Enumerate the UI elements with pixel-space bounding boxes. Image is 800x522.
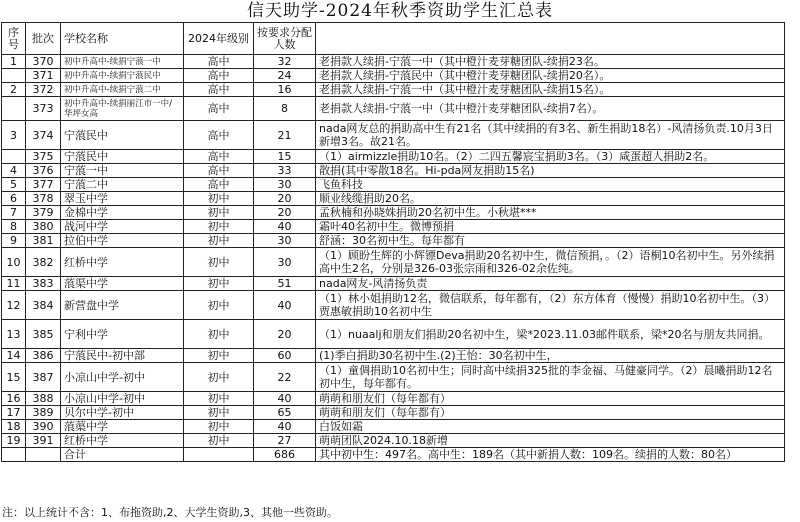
header-count: 按要求分配人数: [254, 23, 316, 55]
cell-count: 40: [254, 220, 316, 234]
cell-seq: 14: [2, 349, 26, 363]
cell-batch: 376: [26, 164, 61, 178]
cell-school: 金棉中学: [61, 206, 184, 220]
cell-grade: 高中: [184, 178, 254, 192]
cell-school: 红桥中学: [61, 434, 184, 448]
cell-grade: 初中: [184, 248, 254, 277]
cell-batch: 382: [26, 248, 61, 277]
cell-count: 40: [254, 420, 316, 434]
cell-note: 顺业线缆捐助20名。: [316, 192, 785, 206]
table-row: [2, 164, 785, 178]
total-label: 合计: [61, 448, 184, 462]
table-row: [2, 406, 785, 420]
table-row: [2, 248, 785, 277]
cell-grade: 初中: [184, 220, 254, 234]
cell-count: 24: [254, 69, 316, 83]
cell-note: （1）airmizzle捐助10名。（2）二四五馨宸宝捐助3名。（3）咸蛋超人捐助2名。: [316, 150, 785, 164]
cell-note: 老捐款人续捐-宁蒗一中（其中橙汁麦芽糖团队-续捐23名。: [316, 55, 785, 69]
cell-count: 20: [254, 206, 316, 220]
cell-count: 51: [254, 277, 316, 291]
cell-count: 27: [254, 434, 316, 448]
table-row: [2, 220, 785, 234]
cell-note: 霜叶40名初中生。微博预捐: [316, 220, 785, 234]
cell-grade: 初中: [184, 349, 254, 363]
cell-batch: 373: [26, 97, 61, 121]
cell-seq: 6: [2, 192, 26, 206]
cell-count: 30: [254, 234, 316, 248]
footer-note: 注：以上统计不含：1、布拖资助,2、大学生资助,3、其他一些资助。: [2, 506, 338, 519]
cell-batch: 391: [26, 434, 61, 448]
table-row: [2, 291, 785, 320]
table-row: [2, 121, 785, 150]
cell-seq: 5: [2, 178, 26, 192]
cell-count: 20: [254, 320, 316, 349]
cell-grade: 高中: [184, 150, 254, 164]
cell-batch: 386: [26, 349, 61, 363]
cell-batch: 387: [26, 363, 61, 392]
summary-table: [1, 22, 785, 462]
cell-note: （1）童倜捐助10名初中生；同时高中续捐325批的李金福、马健豪同学。（2）晨曦捐助12名初中生，每年都有。: [316, 363, 785, 392]
cell-grade: 高中: [184, 69, 254, 83]
cell-seq: [2, 150, 26, 164]
cell-school: 红桥中学: [61, 248, 184, 277]
cell-grade: 高中: [184, 164, 254, 178]
table-row: [2, 349, 785, 363]
cell-batch: 384: [26, 291, 61, 320]
cell-note: 舒涵：30名初中生。每年都有: [316, 234, 785, 248]
cell-seq: 8: [2, 220, 26, 234]
cell-grade: 高中: [184, 55, 254, 69]
cell-batch: 374: [26, 121, 61, 150]
cell-seq: 19: [2, 434, 26, 448]
cell-school: 初中升高中-续捐宁蒗民中: [61, 69, 184, 83]
cell-grade: 初中: [184, 234, 254, 248]
cell-seq: 7: [2, 206, 26, 220]
header-batch: 批次: [26, 23, 61, 55]
total-batch: [26, 448, 61, 462]
cell-count: 65: [254, 406, 316, 420]
cell-batch: 390: [26, 420, 61, 434]
cell-note: 散捐(其中零散18名。Hi-pda网友捐助15名): [316, 164, 785, 178]
cell-batch: 378: [26, 192, 61, 206]
cell-note: 老捐款人续捐-宁蒗一中（其中橙汁麦芽糖团队-续捐7名）。: [316, 97, 785, 121]
cell-count: 40: [254, 291, 316, 320]
cell-seq: 16: [2, 392, 26, 406]
cell-count: 30: [254, 248, 316, 277]
cell-note: 萌萌团队2024.10.18新增: [316, 434, 785, 448]
cell-seq: 17: [2, 406, 26, 420]
cell-seq: 10: [2, 248, 26, 277]
table-row: [2, 320, 785, 349]
cell-note: （1）nuaalj和朋友们捐助20名初中生，梁*2023.11.03邮件联系，梁*20名与朋友共同捐。: [316, 320, 785, 349]
total-note: 其中初中生：497名。高中生：189名（其中新捐人数：109名。续捐的人数：80名）: [316, 448, 785, 462]
header-seq: 序号: [2, 23, 26, 55]
table-row: [2, 420, 785, 434]
cell-seq: 12: [2, 291, 26, 320]
cell-batch: 377: [26, 178, 61, 192]
total-count: 686: [254, 448, 316, 462]
cell-seq: 1: [2, 55, 26, 69]
cell-seq: 2: [2, 83, 26, 97]
cell-batch: 375: [26, 150, 61, 164]
cell-note: 老捐款人续捐-宁蒗一中（其中橙汁麦芽糖团队-续捐15名）。: [316, 83, 785, 97]
cell-seq: 15: [2, 363, 26, 392]
cell-count: 40: [254, 392, 316, 406]
cell-note: 萌萌和朋友们（每年都有）: [316, 392, 785, 406]
cell-school: 翠玉中学: [61, 192, 184, 206]
cell-count: 60: [254, 349, 316, 363]
cell-grade: 初中: [184, 420, 254, 434]
cell-batch: 372: [26, 83, 61, 97]
table-row: [2, 150, 785, 164]
cell-batch: 381: [26, 234, 61, 248]
table-row: [2, 363, 785, 392]
cell-grade: 初中: [184, 406, 254, 420]
table-row: [2, 55, 785, 69]
cell-grade: 初中: [184, 434, 254, 448]
table-row: [2, 392, 785, 406]
cell-note: (1)季白捐助30名初中生.(2)王怡：30名初中生，: [316, 349, 785, 363]
cell-seq: 11: [2, 277, 26, 291]
cell-count: 15: [254, 150, 316, 164]
header-grade: 2024年级别: [184, 23, 254, 55]
table-row: [2, 434, 785, 448]
cell-note: nada网友总的捐助高中生有21名（其中续捐的有3名、新生捐助18名）-风清扬负责.10月3日新增3名。故21名。: [316, 121, 785, 150]
cell-school: 战河中学: [61, 220, 184, 234]
cell-batch: 379: [26, 206, 61, 220]
cell-grade: 高中: [184, 121, 254, 150]
page-title: 信天助学-2024年秋季资助学生汇总表: [246, 1, 553, 21]
cell-school: 拉伯中学: [61, 234, 184, 248]
cell-school: 小凉山中学-初中: [61, 363, 184, 392]
table-row: [2, 83, 785, 97]
table-row: [2, 97, 785, 121]
cell-school: 初中升高中-续捐宁蒗二中: [61, 83, 184, 97]
table-row: [2, 69, 785, 83]
cell-seq: [2, 69, 26, 83]
cell-seq: 9: [2, 234, 26, 248]
cell-batch: 389: [26, 406, 61, 420]
cell-seq: [2, 97, 26, 121]
cell-count: 8: [254, 97, 316, 121]
cell-count: 20: [254, 192, 316, 206]
cell-count: 33: [254, 164, 316, 178]
cell-school: 新营盘中学: [61, 291, 184, 320]
total-seq: [2, 448, 26, 462]
table-row: [2, 277, 785, 291]
cell-batch: 370: [26, 55, 61, 69]
cell-note: 飞鱼科技: [316, 178, 785, 192]
cell-grade: 初中: [184, 320, 254, 349]
cell-count: 21: [254, 121, 316, 150]
cell-seq: 18: [2, 420, 26, 434]
cell-seq: 4: [2, 164, 26, 178]
cell-seq: 13: [2, 320, 26, 349]
cell-school: 初中升高中-续捐丽江市一中/华坪女高: [61, 97, 184, 121]
cell-grade: 初中: [184, 392, 254, 406]
cell-grade: 初中: [184, 291, 254, 320]
total-grade: [184, 448, 254, 462]
cell-note: （1）林小姐捐助12名，微信联系，每年都有，（2）东方体育（慢慢）捐助10名初中生。（3）贾惠敏捐助10名初中生: [316, 291, 785, 320]
cell-note: 老捐款人续捐-宁蒗民中（其中橙汁麦芽糖团队-续捐20名）。: [316, 69, 785, 83]
cell-note: 萌萌和朋友们（每年都有）: [316, 406, 785, 420]
cell-batch: 383: [26, 277, 61, 291]
cell-school: 宁蒗一中: [61, 164, 184, 178]
table-body: [2, 55, 785, 448]
cell-school: 宁利中学: [61, 320, 184, 349]
cell-count: 22: [254, 363, 316, 392]
cell-grade: 初中: [184, 192, 254, 206]
cell-count: 30: [254, 178, 316, 192]
cell-batch: 385: [26, 320, 61, 349]
cell-school: 宁蒗民中-初中部: [61, 349, 184, 363]
cell-grade: 初中: [184, 363, 254, 392]
cell-note: （1）顾盼生辉的小辉镖Deva捐助20名初中生，微信预捐，。（2）语桐10名初中生。另外续捐高中生2名，分别是326-03张宗雨和326-02余佐纯。: [316, 248, 785, 277]
cell-school: 初中升高中-续捐宁蒗一中: [61, 55, 184, 69]
cell-school: 蒗渠中学: [61, 277, 184, 291]
cell-note: nada网友-风清扬负责: [316, 277, 785, 291]
cell-school: 小凉山中学-初中: [61, 392, 184, 406]
cell-grade: 初中: [184, 206, 254, 220]
table-row: [2, 234, 785, 248]
table-row: [2, 192, 785, 206]
cell-batch: 371: [26, 69, 61, 83]
cell-count: 16: [254, 83, 316, 97]
cell-school: 蒗蕖中学: [61, 420, 184, 434]
table-row: [2, 178, 785, 192]
cell-batch: 380: [26, 220, 61, 234]
cell-school: 宁蒗民中: [61, 121, 184, 150]
total-row: [2, 448, 785, 462]
cell-count: 32: [254, 55, 316, 69]
cell-grade: 初中: [184, 277, 254, 291]
cell-note: 白饭如霜: [316, 420, 785, 434]
cell-school: 宁蒗二中: [61, 178, 184, 192]
header-note: [316, 23, 785, 55]
cell-grade: 高中: [184, 97, 254, 121]
cell-school: 贝尔中学-初中: [61, 406, 184, 420]
cell-note: 孟秋楠和孙晓姝捐助20名初中生。小秋堪***: [316, 206, 785, 220]
header-row: [2, 23, 785, 55]
cell-batch: 388: [26, 392, 61, 406]
cell-seq: 3: [2, 121, 26, 150]
cell-school: 宁蒗民中: [61, 150, 184, 164]
cell-grade: 高中: [184, 83, 254, 97]
table-row: [2, 206, 785, 220]
header-school: 学校名称: [61, 23, 184, 55]
